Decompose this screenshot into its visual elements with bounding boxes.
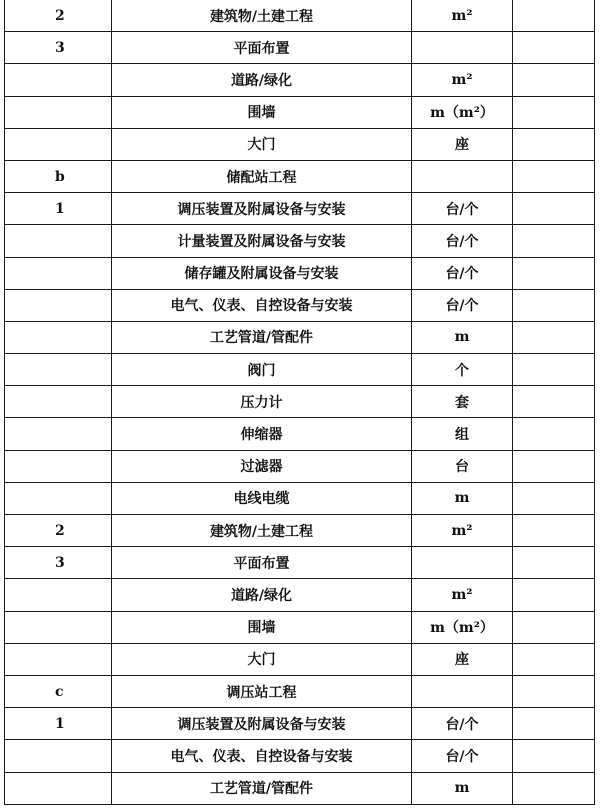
- unit-cell: m（m²）: [412, 96, 513, 128]
- table-row: [5, 128, 595, 160]
- remark-cell: [513, 418, 595, 450]
- remark-cell: [513, 96, 595, 128]
- remark-cell: [513, 675, 595, 707]
- item-name-cell: 建筑物/土建工程: [112, 0, 412, 32]
- remark-cell: [513, 257, 595, 289]
- unit-cell: 台/个: [412, 740, 513, 772]
- row-number-cell: 2: [5, 0, 112, 32]
- item-name-cell: 调压站工程: [112, 675, 412, 707]
- item-name-cell: 计量装置及附属设备与安装: [112, 225, 412, 257]
- unit-cell: 组: [412, 418, 513, 450]
- row-number-cell: [5, 643, 112, 675]
- table-row: [5, 386, 595, 418]
- row-number-cell: 1: [5, 193, 112, 225]
- row-number-cell: [5, 96, 112, 128]
- item-name-cell: 平面布置: [112, 32, 412, 64]
- table-row: [5, 160, 595, 192]
- remark-cell: [513, 64, 595, 96]
- row-number-cell: c: [5, 675, 112, 707]
- unit-cell: 座: [412, 643, 513, 675]
- item-name-cell: 调压装置及附属设备与安装: [112, 193, 412, 225]
- unit-cell: 台: [412, 450, 513, 482]
- remark-cell: [513, 708, 595, 740]
- table-row: [5, 225, 595, 257]
- unit-cell: 台/个: [412, 193, 513, 225]
- remark-cell: [513, 386, 595, 418]
- unit-cell: [412, 160, 513, 192]
- item-name-cell: 过滤器: [112, 450, 412, 482]
- remark-cell: [513, 515, 595, 547]
- unit-cell: 个: [412, 354, 513, 386]
- remark-cell: [513, 450, 595, 482]
- item-name-cell: 阀门: [112, 354, 412, 386]
- item-name-cell: 压力计: [112, 386, 412, 418]
- table-row: [5, 611, 595, 643]
- remark-cell: [513, 193, 595, 225]
- item-name-cell: 道路/绿化: [112, 64, 412, 96]
- row-number-cell: [5, 321, 112, 353]
- remark-cell: [513, 32, 595, 64]
- remark-cell: [513, 482, 595, 514]
- remark-cell: [513, 321, 595, 353]
- item-name-cell: 电气、仪表、自控设备与安装: [112, 740, 412, 772]
- remark-cell: [513, 354, 595, 386]
- table-row: [5, 482, 595, 514]
- table-row: [5, 193, 595, 225]
- table-row: [5, 418, 595, 450]
- row-number-cell: [5, 418, 112, 450]
- unit-cell: [412, 32, 513, 64]
- row-number-cell: [5, 225, 112, 257]
- table-row: [5, 643, 595, 675]
- table-row: [5, 772, 595, 804]
- unit-cell: m: [412, 321, 513, 353]
- remark-cell: [513, 225, 595, 257]
- row-number-cell: 2: [5, 515, 112, 547]
- remark-cell: [513, 643, 595, 675]
- item-name-cell: 伸缩器: [112, 418, 412, 450]
- row-number-cell: [5, 482, 112, 514]
- item-name-cell: 电气、仪表、自控设备与安装: [112, 289, 412, 321]
- unit-cell: [412, 675, 513, 707]
- item-name-cell: 道路/绿化: [112, 579, 412, 611]
- unit-cell: m: [412, 482, 513, 514]
- row-number-cell: 3: [5, 547, 112, 579]
- remark-cell: [513, 772, 595, 804]
- remark-cell: [513, 0, 595, 32]
- unit-cell: 套: [412, 386, 513, 418]
- item-name-cell: 工艺管道/管配件: [112, 772, 412, 804]
- item-name-cell: 调压装置及附属设备与安装: [112, 708, 412, 740]
- unit-cell: m: [412, 772, 513, 804]
- unit-cell: m²: [412, 579, 513, 611]
- table-row: [5, 321, 595, 353]
- item-name-cell: 平面布置: [112, 547, 412, 579]
- table-row: [5, 0, 595, 32]
- unit-cell: 台/个: [412, 225, 513, 257]
- table-row: [5, 740, 595, 772]
- item-name-cell: 储存罐及附属设备与安装: [112, 257, 412, 289]
- table-row: [5, 547, 595, 579]
- project-unit-table: [4, 0, 595, 805]
- item-name-cell: 大门: [112, 128, 412, 160]
- remark-cell: [513, 289, 595, 321]
- unit-cell: m²: [412, 515, 513, 547]
- row-number-cell: [5, 257, 112, 289]
- table-row: [5, 579, 595, 611]
- unit-cell: 台/个: [412, 708, 513, 740]
- row-number-cell: 3: [5, 32, 112, 64]
- unit-cell: 台/个: [412, 257, 513, 289]
- remark-cell: [513, 579, 595, 611]
- unit-cell: m²: [412, 64, 513, 96]
- remark-cell: [513, 547, 595, 579]
- row-number-cell: [5, 740, 112, 772]
- table-row: [5, 32, 595, 64]
- item-name-cell: 工艺管道/管配件: [112, 321, 412, 353]
- table-row: [5, 515, 595, 547]
- row-number-cell: [5, 450, 112, 482]
- item-name-cell: 储配站工程: [112, 160, 412, 192]
- item-name-cell: 建筑物/土建工程: [112, 515, 412, 547]
- unit-cell: 座: [412, 128, 513, 160]
- item-name-cell: 电线电缆: [112, 482, 412, 514]
- table-row: [5, 96, 595, 128]
- item-name-cell: 大门: [112, 643, 412, 675]
- table-row: [5, 64, 595, 96]
- row-number-cell: [5, 128, 112, 160]
- row-number-cell: [5, 289, 112, 321]
- table-row: [5, 450, 595, 482]
- item-name-cell: 围墙: [112, 611, 412, 643]
- table-row: [5, 675, 595, 707]
- item-name-cell: 围墙: [112, 96, 412, 128]
- row-number-cell: [5, 611, 112, 643]
- row-number-cell: [5, 354, 112, 386]
- row-number-cell: b: [5, 160, 112, 192]
- table-row: [5, 289, 595, 321]
- remark-cell: [513, 128, 595, 160]
- remark-cell: [513, 611, 595, 643]
- unit-cell: [412, 547, 513, 579]
- table-row: [5, 257, 595, 289]
- row-number-cell: [5, 772, 112, 804]
- remark-cell: [513, 740, 595, 772]
- table-body: [5, 0, 595, 804]
- row-number-cell: [5, 64, 112, 96]
- remark-cell: [513, 160, 595, 192]
- unit-cell: 台/个: [412, 289, 513, 321]
- unit-cell: m（m²）: [412, 611, 513, 643]
- row-number-cell: 1: [5, 708, 112, 740]
- row-number-cell: [5, 579, 112, 611]
- row-number-cell: [5, 386, 112, 418]
- table-row: [5, 354, 595, 386]
- table-row: [5, 708, 595, 740]
- unit-cell: m²: [412, 0, 513, 32]
